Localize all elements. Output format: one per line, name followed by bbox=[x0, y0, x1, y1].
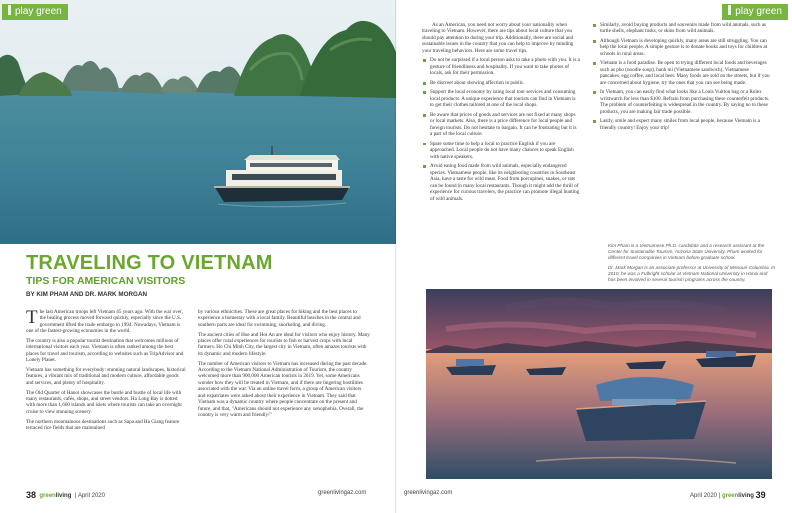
list-item: Similarly, avoid buying products and souvenirs made from wild animals, such as turtle shells, elephant tusks, or skins from wild animals. bbox=[592, 22, 770, 35]
list-item: Avoid eating food made from wild animals, especially endangered species. Vietnamese people, like its neighboring countries in Southeast Asia, have a taste for wild meat. Food from porcupines, snakes, or rats can be found in many local restaurants. Though it might add the thrill of experience for curious travelers, the practice can promote illegal hunting of wild animals. bbox=[422, 163, 580, 202]
paragraph: The ancient cities of Hue and Hoi An are ideal for visitors who enjoy history. Many places offer rural experiences for tourists to fish or harvest crops with local farmers. Ho Chi Minh City, the largest city in Vietnam, often amazes tourists with its dynamic and modern lifestyle. bbox=[198, 331, 370, 357]
article-byline: BY KIM PHAM AND DR. MARK MORGAN bbox=[26, 291, 148, 298]
left-footer-url: greenlivingaz.com bbox=[318, 490, 367, 496]
list-item: In Vietnam, you can easily find what looks like a Louis Vuitton bag or a Rolex wristwatch for less than $100. Refrain from purchasing these counterfeit products. The problem of counterfeiting is widespread in the country. By saying no to these products, you are making fair trade possible. bbox=[592, 89, 770, 115]
paragraph: The last American troops left Vietnam 45 years ago. With the war over, the healing process moved forward quickly, especially since the U.S. government lifted the trade embargo in 1994. Nowadays, Vietnam is one of the fastest-growing economies in the world. bbox=[26, 307, 183, 335]
issue-date: April 2020 bbox=[77, 493, 105, 499]
drop-cap: T bbox=[26, 307, 38, 328]
page-number: 39 bbox=[755, 490, 766, 500]
sunset-boats-photo bbox=[426, 289, 772, 479]
brand-green: green bbox=[721, 493, 739, 499]
right-column-1 bbox=[422, 22, 580, 205]
page-number: 38 bbox=[26, 490, 37, 500]
right-page bbox=[396, 0, 792, 513]
paragraph: The Old Quarter of Hanoi showcases the bustle and bustle of local life with many restaurants, cafés, shops, and street vendors. Ha Long Bay is dotted with more than 1,600 islands and islets where tourists can take an overnight cruise to view stunning scenery. bbox=[26, 389, 182, 415]
paragraph: Vietnam has something for everybody: stunning natural landscapes, historical features, a vibrant mix of traditional and modern culture, affordable goods and services, and plenty of hospitality. bbox=[26, 367, 186, 386]
bio-mark-morgan: Dr. Mark Morgan is an associate professor at University of Missouri-Columbia. In 2010, he was a Fulbright scholar at Vietnam National University in Hanoi and has been involved in several tourism programs across the country. bbox=[608, 264, 776, 282]
brand-green: green bbox=[39, 493, 56, 499]
list-item: Lastly, smile and expect many smiles from local people, because Vietnam is a friendly country! Enjoy your trip! bbox=[592, 118, 770, 131]
list-item: Vietnam is a food paradise. Be open to trying different local foods and beverages such as pho (noodle soup), banh mi (Vietnamese sandwich), Vietnamese pancakes, egg coffee, and local beer. Many foods are sold on the streets, but if you are concerned about hygiene, try the ones that you can see being made. bbox=[592, 60, 770, 86]
tag-bar-icon bbox=[728, 5, 731, 15]
right-column-2 bbox=[592, 22, 770, 134]
list-item: Be discreet about showing affection in public. bbox=[422, 80, 580, 86]
ha-long-bay-photo bbox=[0, 0, 396, 244]
intro-paragraph: As an American, you need not worry about your nationality when traveling to Vietnam. However, there are tips about local culture that you should pay attention to during your trip. Additionally, there are social and sustainable issues in the country that you can help to improve by minding your traveling behaviors. Here are some travel tips. bbox=[422, 22, 574, 54]
paragraph: The number of American visitors to Vietnam has increased during the past decade. According to the Vietnam National Administration of Tourism, the country welcomed more than 900,000 American tourists in 2019. Yet, some Americans wonder how they will be treated in Vietnam, and if there are lingering hostilities associated with the war. Via an online travel form, a group of American visitors and expatriates were asked about their experience in Vietnam. They said that Vietnam was a dynamic country where people concentrate on the present and future, and that, "Americans should not experience any xenophobia. Overall, the country is very warm and friendly!" bbox=[198, 360, 368, 419]
tips-list-2 bbox=[592, 22, 770, 131]
paragraph: The country is also a popular tourist destination that welcomes millions of international visitors each year. Vietnam is often ranked among the best places for travel and tourism, according to websites such as TripAdvisor and Lonely Planet. bbox=[26, 338, 184, 364]
brand-living: living bbox=[55, 493, 72, 499]
left-footer: 38 greenliving | April 2020 bbox=[26, 490, 105, 500]
section-tag-label: play green bbox=[735, 6, 782, 17]
list-item: Do not be surprised if a local person asks to take a photo with you. It is a gesture of friendliness and hospitality. If you want to take photos of locals, ask for their permission. bbox=[422, 57, 580, 76]
list-item: Although Vietnam is developing quickly, many areas are still struggling. You can help the local people. A simple gesture is to donate books and toys for children at schools in rural areas. bbox=[592, 38, 770, 57]
author-bios bbox=[608, 243, 776, 286]
bio-kim-pham: Kim Pham is a Vietnamese Ph.D. candidate and a research assistant at the Center for Sustainable Tourism, Arizona State University. Pham worked for different travel companies in Vietnam before graduate school. bbox=[608, 243, 765, 260]
article-title: TRAVELING TO VIETNAM bbox=[26, 252, 273, 274]
tips-list-1 bbox=[422, 57, 580, 202]
tag-bar-icon bbox=[8, 5, 11, 15]
paragraph: The northern mountainous destinations such as Sapa and Ha Giang feature terraced rice fields that are maintained bbox=[26, 418, 180, 431]
section-tag-right bbox=[722, 4, 788, 20]
article-subtitle: TIPS FOR AMERICAN VISITORS bbox=[26, 275, 186, 287]
left-column-1 bbox=[26, 309, 186, 435]
list-item: Spare some time to help a local to practice English if you are approached. Local people do not have many chances to speak English with native speakers. bbox=[422, 141, 580, 160]
right-footer: April 2020 | greenliving 39 bbox=[690, 490, 766, 500]
left-column-2 bbox=[198, 309, 370, 422]
issue-date: April 2020 bbox=[690, 493, 718, 499]
section-tag bbox=[2, 4, 68, 20]
list-item: Be aware that prices of goods and services are not fixed at many shops or local markets. Also, there is a price difference for local people and foreign tourists. Do not hesitate to bargain. It can be frustrating but it is a part of the local culture. bbox=[422, 112, 580, 138]
section-tag-label: play green bbox=[15, 6, 62, 17]
page-spine bbox=[395, 0, 397, 513]
brand-living: living bbox=[738, 493, 754, 499]
paragraph: by various ethnicities. These are great places for hiking and the best places to experience a homestay with a local family. Beautiful beaches in the central and southern parts are ideal for swimming, snorkeling, and diving. bbox=[198, 309, 361, 328]
list-item: Support the local economy by using local tour services and consuming local products. A unique experience that tourists can find in Vietnam is to get their clothes tailored at one of the local shops. bbox=[422, 89, 580, 108]
right-footer-url: greenlivingaz.com bbox=[404, 490, 453, 496]
